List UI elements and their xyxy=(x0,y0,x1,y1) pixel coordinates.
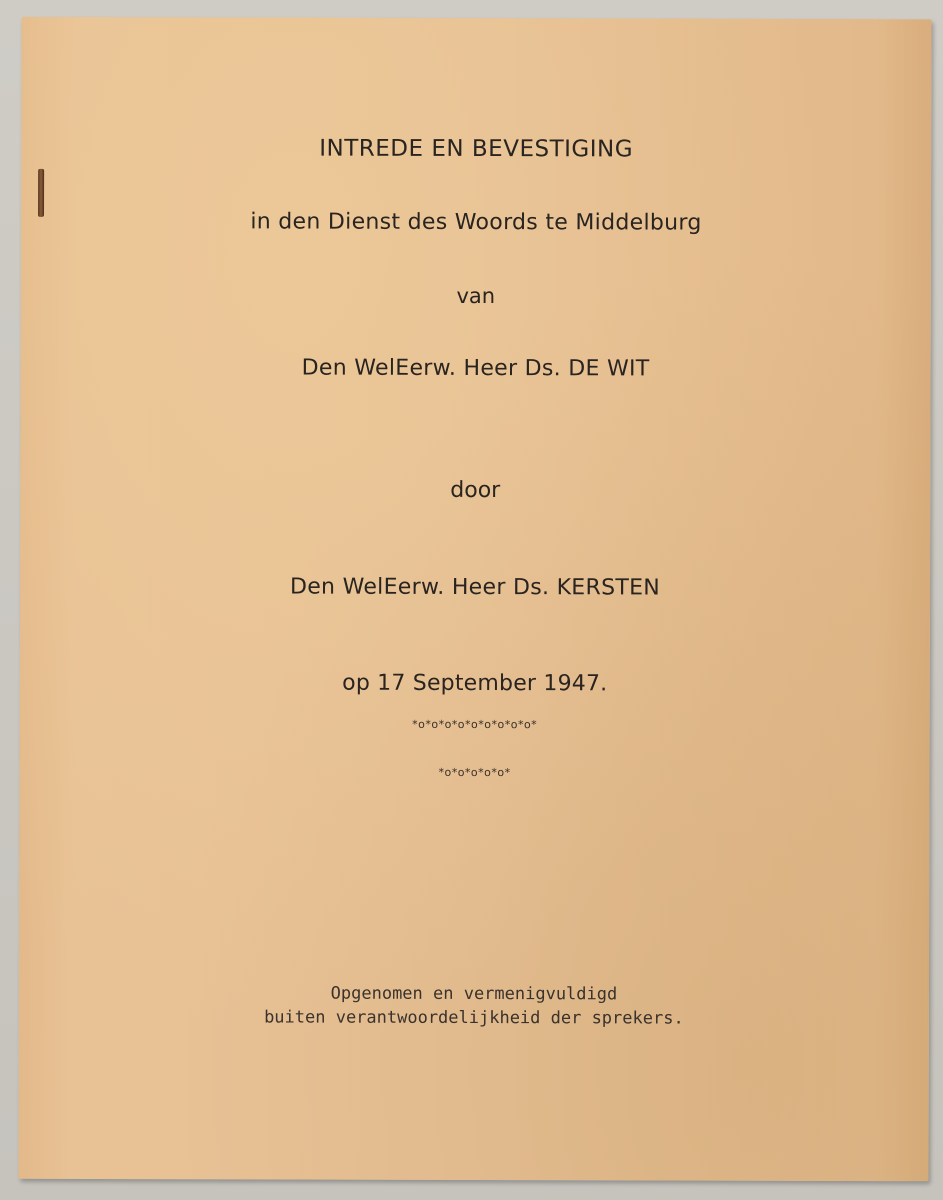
ornament-row-long: *o*o*o*o*o*o*o*o*o* xyxy=(412,717,538,732)
cover-minister-officiating: Den WelEerw. Heer Ds. KERSTEN xyxy=(289,574,661,601)
cover-date: op 17 September 1947. xyxy=(342,670,608,697)
booklet-cover xyxy=(18,17,931,1181)
cover-van: van xyxy=(456,283,496,309)
ornament-row-short: *o*o*o*o*o* xyxy=(438,765,511,780)
cover-door: door xyxy=(450,477,501,504)
cover-title: INTREDE EN BEVESTIGING xyxy=(319,135,634,163)
cover-subtitle: in den Dienst des Woords te Middelburg xyxy=(250,209,702,236)
footer-line-2: buiten verantwoordelijkheid der sprekers. xyxy=(264,1007,684,1029)
footer-line-1: Opgenomen en vermenigvuldigd xyxy=(330,983,618,1005)
cover-minister-installed: Den WelEerw. Heer Ds. DE WIT xyxy=(301,355,650,382)
